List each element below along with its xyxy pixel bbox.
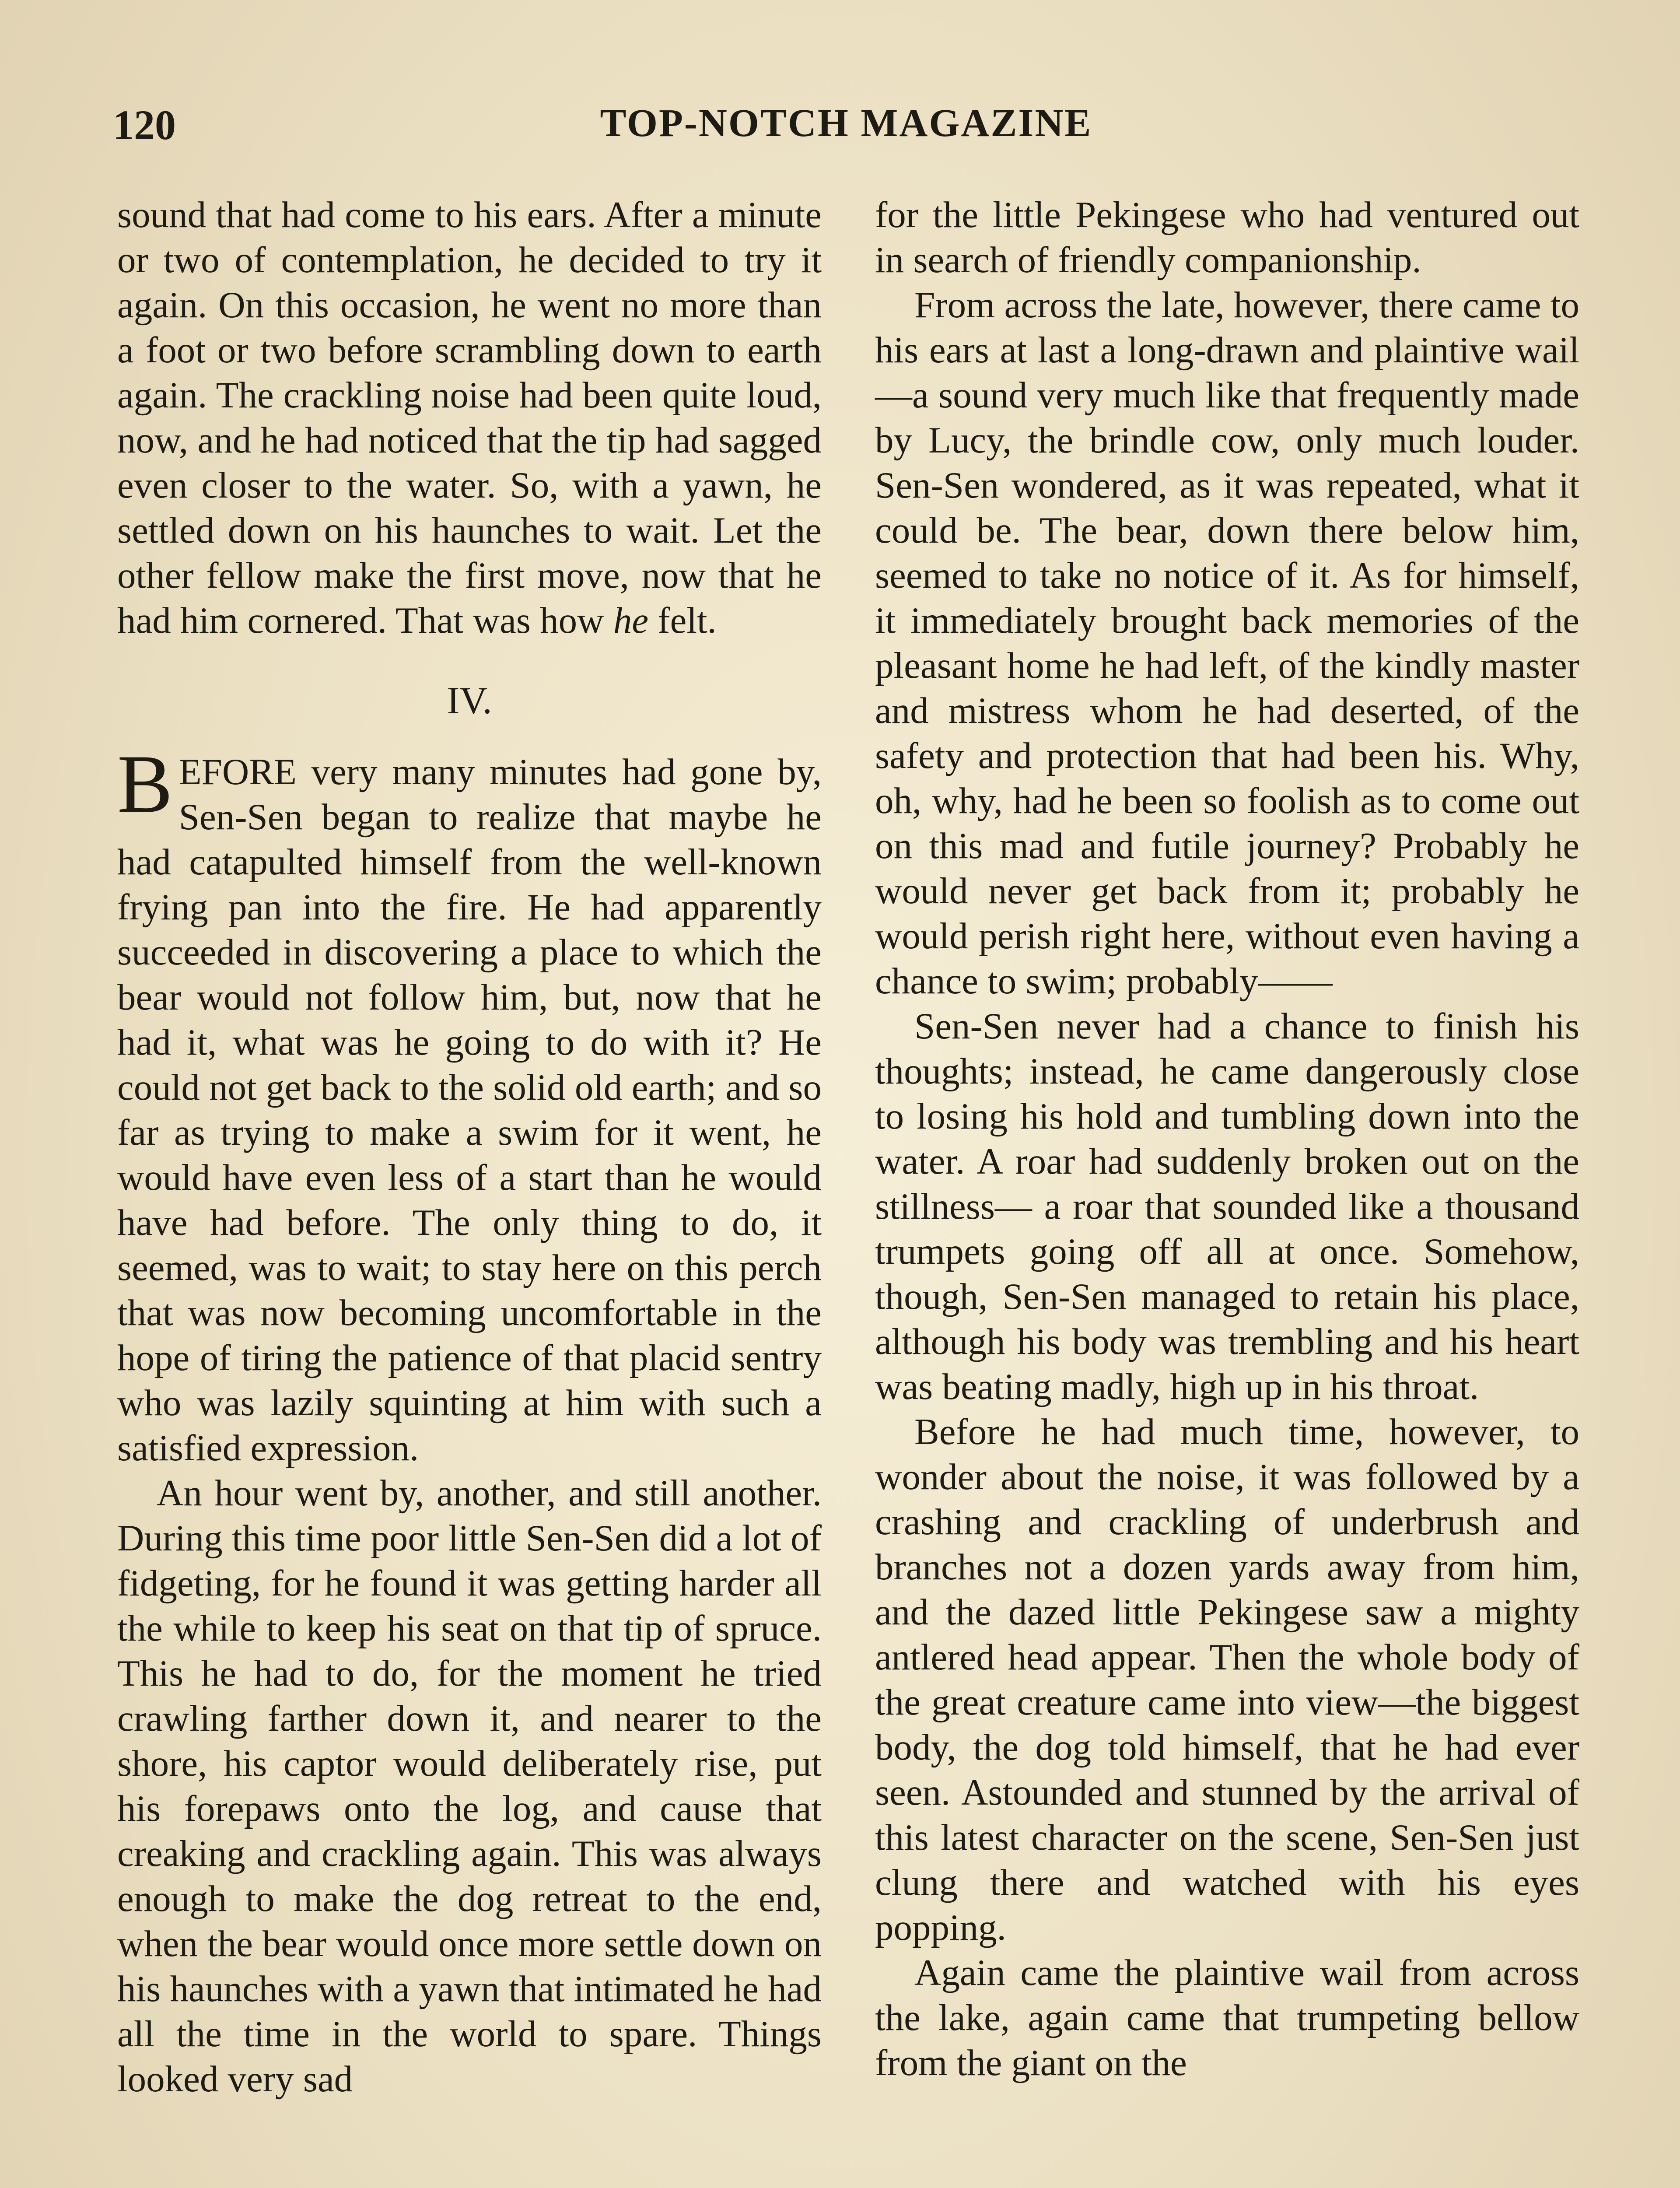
- running-head: TOP-NOTCH MAGAZINE: [600, 102, 1092, 145]
- page-number: 120: [113, 102, 176, 148]
- drop-cap: B: [117, 738, 173, 830]
- paragraph-text: EFORE very many minutes had gone by, Sen-Sen began to realize that maybe he had catapulted himself from the well-known frying pan into the fire. He had apparently succeeded in discovering a place to which the bear would not follow him, but, now that he had it, what was he going to do with it? He could not get back to the solid old earth; and so far as trying to make a swim for it went, he would have even less of a start than he would have had before. The only thing to do, it seemed, was to wait; to stay here on this perch that was now becoming uncomfortable in the hope of tiring the patience of that placid sentry who was lazily squinting at him with such a satisfied expression.: [117, 751, 822, 1469]
- emphasis-text: he: [613, 600, 649, 641]
- section-heading: IV.: [447, 680, 492, 722]
- paragraph-text: felt.: [648, 600, 717, 641]
- right-column: [875, 193, 1579, 2086]
- paragraph: [117, 738, 822, 1471]
- paragraph: From across the late, however, there came to his ears at last a long-drawn and plaintive wail—a sound very much like that frequently made by Lucy, the brindle cow, only much louder. Sen-Sen wondered, as it was repeated, what it could be. The bear, down there below him, seemed to take no notice of it. As for himself, it immediately brought back memories of the pleasant home he had left, of the kindly master and mistress whom he had deserted, of the safety and protection that had been his. Why, oh, why, had he been so foolish as to come out on this mad and futile journey? Probably he would never get back from it; probably he would perish right here, without even having a chance to swim; probably——: [875, 284, 1579, 1002]
- paragraph: Sen-Sen never had a chance to finish his thoughts; instead, he came dangerously close to losing his hold and tumbling down into the water. A roar had suddenly broken out on the stillness— a roar that sounded like a thousand trumpets going off all at once. Somehow, though, Sen-Sen managed to retain his place, although his body was trembling and his heart was beating madly, high up in his throat.: [875, 1006, 1579, 1407]
- paragraph: for the little Pekingese who had ventured out in search of friendly companionship.: [875, 194, 1579, 281]
- paragraph: Again came the plaintive wail from across the lake, again came that trumpeting bellow from the giant on the: [875, 1952, 1579, 2083]
- left-column: [117, 193, 822, 2102]
- paragraph: An hour went by, another, and still another. During this time poor little Sen-Sen did a lot of fidgeting, for he found it was getting harder all the while to keep his seat on that tip of spruce. This he had to do, for the moment he tried crawling farther down it, and nearer to the shore, his captor would deliberately rise, put his forepaws onto the log, and cause that creaking and crackling again. This was always enough to make the dog retreat to the end, when the bear would once more settle down on his haunches with a yawn that intimated he had all the time in the world to spare. Things looked very sad: [117, 1473, 822, 2100]
- paragraph-text: sound that had come to his ears. After a minute or two of contemplation, he decided to try it again. On this occasion, he went no more than a foot or two before scrambling down to earth again. The crackling noise had been quite loud, now, and he had noticed that the tip had sagged even closer to the water. So, with a yawn, he settled down on his haunches to wait. Let the other fellow make the first move, now that he had him cornered. That was how: [117, 194, 822, 641]
- page-header: [113, 101, 1579, 162]
- paragraph: Before he had much time, however, to wonder about the noise, it was followed by a crashing and crackling of underbrush and branches not a dozen yards away from him, and the dazed little Pekingese saw a mighty antlered head appear. Then the whole body of the great creature came into view—the biggest body, the dog told himself, that he had ever seen. Astounded and stunned by the arrival of this latest character on the scene, Sen-Sen just clung there and watched with his eyes popping.: [875, 1411, 1579, 1948]
- paragraph: [117, 193, 822, 643]
